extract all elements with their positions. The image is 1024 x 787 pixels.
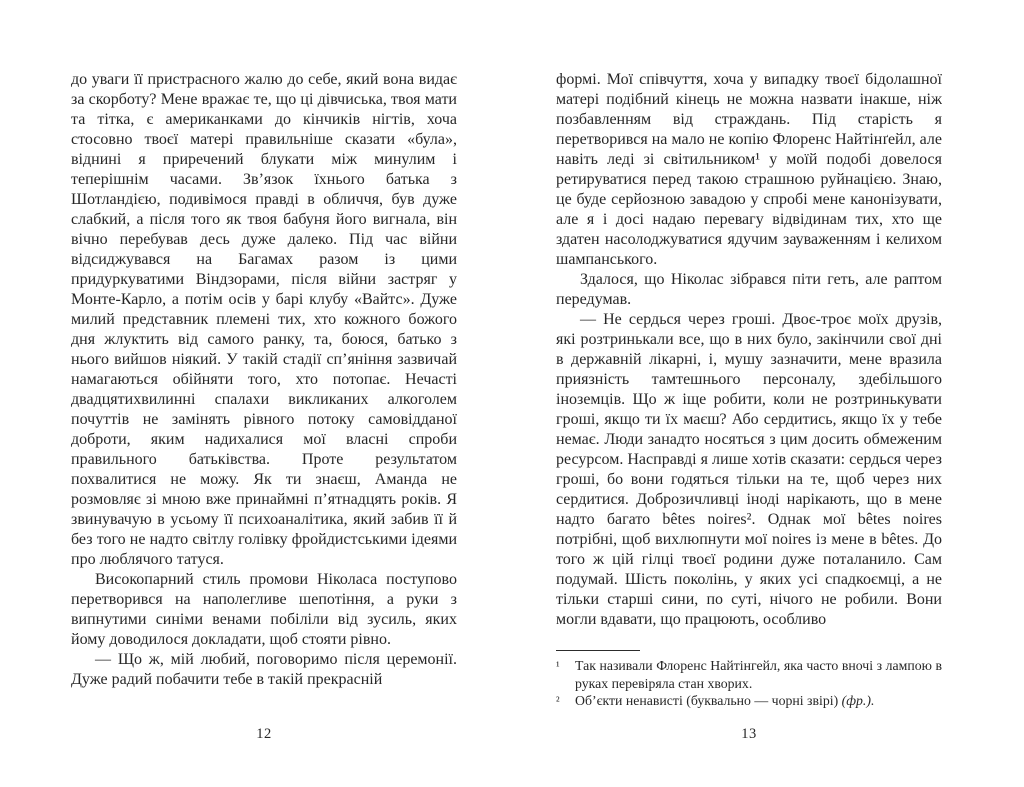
paragraph-dialogue: — Не сердься через гроші. Двоє-троє моїх друзів, які розтринькали все, що в них було, закінчили свої дні в державній лікарні, і, мушу зазначити, мене вразила приязність тамтешнього персоналу, здебільшого іноземців. Що ж іще робити, коли не розтринькувати гроші, якщо ти їх маєш? Або сердитись, якщо їх у тебе немає. Люди занадто носяться з цим досить обмеженим ресурсом. Насправді я лише хотів сказати: сердься через гроші, бо вони годяться тільки на те, щоб через них сердитися. Доброзичливці іноді нарікають, що в мене надто багато bêtes noires². Однак мої bêtes noires потрібні, щоб вихлюпнути мої noires із мене в bêtes. До того ж цій гілці твоєї родини дуже поталанило. Сам подумай. Шість поколінь, у яких усі спадкоємці, а не тільки старші сини, по суті, нічого не робили. Вони могли вдавати, що працюють, особливо [556,311,942,628]
paragraph: Високопарний стиль промови Ніколаса поступово перетворився на наполегливе шепотіння, а руки з випнутими синіми венами побіліли від зусиль, яких йому доводилося докладати, щоб стояти рівно. [71,571,457,648]
page-right-text [556,70,942,650]
footnote-text: Об’єкти ненависті (буквально — чорні звірі) [575,693,842,708]
page-left-text [71,70,457,690]
footnote-rule [556,650,640,651]
page-number-left: 12 [256,726,272,742]
footnote-1 [556,657,942,692]
paragraph: Здалося, що Ніколас зібрався піти геть, але раптом передумав. [556,271,942,308]
footnote-language-note: (фр.). [841,693,875,708]
footnote-text: Так називали Флоренс Найтінгейл, яка часто вночі з лампою в руках перевіряла стан хворих. [575,658,942,691]
page-number-right: 13 [741,726,757,742]
page-left [71,70,457,722]
footnote-2 [556,692,942,710]
paragraph-continuation: до уваги її пристрасного жалю до себе, який вона видає за скорботу? Мене вражає те, що ці дівчиська, твоя мати та тітка, є американками до кінчиків нігтів, хоча стосовно твоєї матері правильніше сказати «була», віднині я приречений блукати між минулим і теперішнім часами. Зв’язок їхнього батька з Шотландією, подивімося правді в обличчя, був дуже слабкий, а після того як твоя бабуня його вигнала, він вічно перебував десь дуже далеко. Під час війни відсиджувався на Багамах разом із цими придуркуватими Віндзорами, після війни застряг у Монте-Карло, а потім осів у барі клубу «Вайтс». Дуже милий представник племені тих, хто кожного божого дня жлуктить від самого ранку, та, боюся, батько з нього вийшов ніякий. У такій стадії сп’яніння зазвичай намагаються обійняти того, хто потопає. Нечасті двадцятихвилинні спалахи викликаних алкоголем почуттів не замінять рівного потоку самовідданої доброти, яким надихалися мої власні спроби правильного батьківства. Проте результатом похвалитися не можу. Як ти знаєш, Аманда не розмовляє зі мною вже принаймні п’ятнадцять років. Я звинувачую в усьому її психоаналітика, який забив її й без того не надто світлу голівку фройдистськими ідеями про люблячого татуся. [71,71,457,568]
footnote-marker: ¹ [556,659,560,673]
page-right [556,70,942,722]
paragraph-dialogue: — Що ж, мій любий, поговоримо після церемонії. Дуже радий побачити тебе в такій прекрасній [71,651,457,688]
footnote-marker: ² [556,694,560,708]
paragraph-continuation: формі. Мої співчуття, хоча у випадку твоєї бідолашної матері подібний кінець не можна назвати інакше, ніж позбавленням від страждань. Під старість я перетворився на мало не копію Флоренс Найтінґейл, але навіть леді зі світильником¹ у моїй подобі довелося ретируватися перед такою страшною руйнацією. Знаю, це буде серйозною завадою у спробі мене канонізувати, але я і досі надаю перевагу відвідинам тих, хто ще здатен насолоджуватися ядучим зауваженням і келихом шампанського. [556,71,942,268]
footnotes-section [556,650,942,710]
